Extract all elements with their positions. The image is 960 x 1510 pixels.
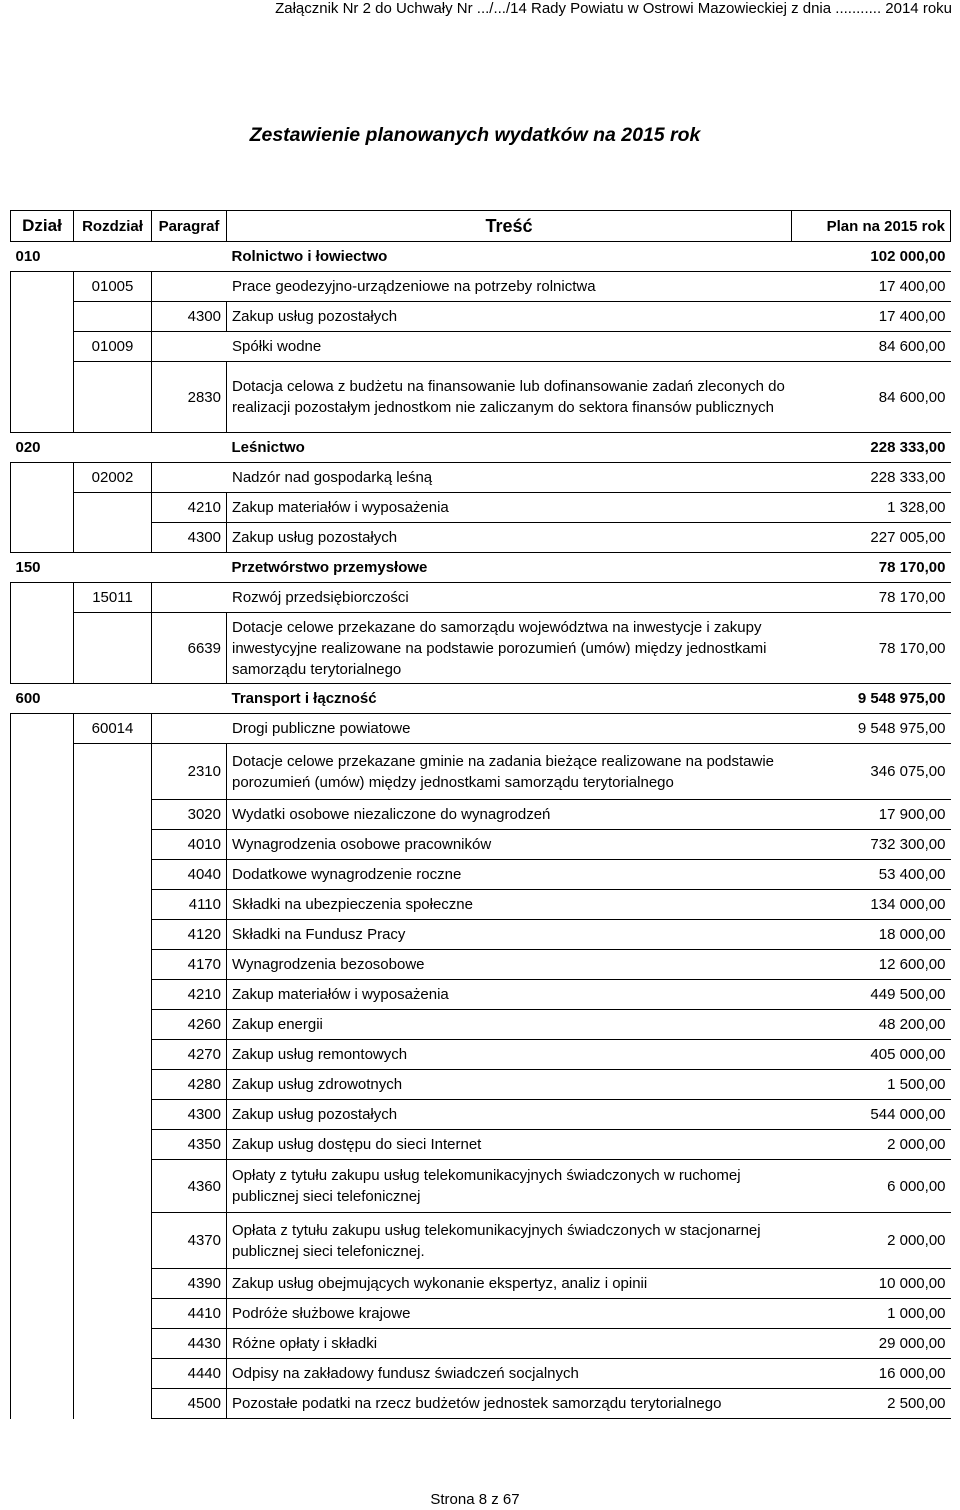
paragraf-value: 84 600,00 bbox=[792, 362, 951, 433]
dzial-code: 600 bbox=[11, 684, 74, 714]
dzial-spacer bbox=[11, 1269, 74, 1299]
rozdzial-value: 17 400,00 bbox=[792, 272, 951, 302]
dzial-spacer bbox=[11, 463, 74, 493]
paragraf-label: Dotacja celowa z budżetu na finansowanie lub dofinansowanie zadań zleconych do realizacji pozostałym jednostkom nie zaliczanym do sektora finansów publicznych bbox=[227, 362, 792, 433]
paragraf-label: Zakup usług dostępu do sieci Internet bbox=[227, 1130, 792, 1160]
paragraf-value: 78 170,00 bbox=[792, 613, 951, 684]
rozdzial-value: 84 600,00 bbox=[792, 332, 951, 362]
paragraf-label: Zakup energii bbox=[227, 1010, 792, 1040]
paragraf-label: Pozostałe podatki na rzecz budżetów jednostek samorządu terytorialnego bbox=[227, 1389, 792, 1419]
rozdzial-spacer bbox=[74, 1269, 152, 1299]
dzial-spacer bbox=[11, 1010, 74, 1040]
rozdzial-spacer bbox=[74, 1213, 152, 1269]
paragraf-label: Odpisy na zakładowy fundusz świadczeń socjalnych bbox=[227, 1359, 792, 1389]
dzial-spacer bbox=[11, 1070, 74, 1100]
paragraf-code: 4280 bbox=[152, 1070, 227, 1100]
paragraf-code: 4210 bbox=[152, 980, 227, 1010]
paragraf-label: Wynagrodzenia osobowe pracowników bbox=[227, 830, 792, 860]
paragraf-value: 10 000,00 bbox=[792, 1269, 951, 1299]
rozdzial-spacer bbox=[74, 613, 152, 684]
table-row-paragraf bbox=[11, 1213, 951, 1269]
paragraf-label: Wydatki osobowe niezaliczone do wynagrodzeń bbox=[227, 800, 792, 830]
rozdzial-spacer bbox=[74, 1160, 152, 1213]
header-dzial: Dział bbox=[11, 211, 74, 242]
rozdzial-spacer bbox=[74, 1299, 152, 1329]
rozdzial-spacer bbox=[74, 1010, 152, 1040]
rozdzial-spacer bbox=[74, 890, 152, 920]
dzial-spacer bbox=[11, 950, 74, 980]
paragraf-code: 4440 bbox=[152, 1359, 227, 1389]
dzial-spacer bbox=[11, 302, 74, 332]
table-row-paragraf bbox=[11, 744, 951, 800]
paragraf-code: 4010 bbox=[152, 830, 227, 860]
rozdzial-spacer bbox=[74, 493, 152, 523]
table-row-paragraf bbox=[11, 1100, 951, 1130]
paragraf-code: 2830 bbox=[152, 362, 227, 433]
paragraf-label: Wynagrodzenia bezosobowe bbox=[227, 950, 792, 980]
table-row-dzial bbox=[11, 433, 951, 463]
paragraf-value: 17 400,00 bbox=[792, 302, 951, 332]
rozdzial-spacer bbox=[74, 1070, 152, 1100]
paragraf-code: 4430 bbox=[152, 1329, 227, 1359]
dzial-label: Transport i łączność bbox=[74, 684, 792, 714]
table-row-dzial bbox=[11, 553, 951, 583]
dzial-code: 010 bbox=[11, 242, 74, 272]
paragraf-value: 134 000,00 bbox=[792, 890, 951, 920]
rozdzial-code: 15011 bbox=[74, 583, 152, 613]
rozdzial-spacer bbox=[74, 1130, 152, 1160]
paragraf-value: 53 400,00 bbox=[792, 860, 951, 890]
rozdzial-label: Prace geodezyjno-urządzeniowe na potrzeby rolnictwa bbox=[152, 272, 792, 302]
table-row-paragraf bbox=[11, 362, 951, 433]
header-rozdzial: Rozdział bbox=[74, 211, 152, 242]
paragraf-code: 4170 bbox=[152, 950, 227, 980]
paragraf-label: Podróże służbowe krajowe bbox=[227, 1299, 792, 1329]
dzial-value: 9 548 975,00 bbox=[792, 684, 951, 714]
rozdzial-label: Nadzór nad gospodarką leśną bbox=[152, 463, 792, 493]
table-row-rozdzial bbox=[11, 583, 951, 613]
dzial-spacer bbox=[11, 583, 74, 613]
rozdzial-spacer bbox=[74, 1040, 152, 1070]
paragraf-code: 4500 bbox=[152, 1389, 227, 1419]
paragraf-code: 4410 bbox=[152, 1299, 227, 1329]
paragraf-label: Zakup materiałów i wyposażenia bbox=[227, 980, 792, 1010]
paragraf-label: Opłata z tytułu zakupu usług telekomunikacyjnych świadczonych w stacjonarnej publicznej sieci telefonicznej. bbox=[227, 1213, 792, 1269]
table-header-row bbox=[11, 211, 951, 242]
table-row-rozdzial bbox=[11, 332, 951, 362]
rozdzial-value: 228 333,00 bbox=[792, 463, 951, 493]
dzial-spacer bbox=[11, 714, 74, 744]
dzial-spacer bbox=[11, 1160, 74, 1213]
dzial-spacer bbox=[11, 1389, 74, 1419]
dzial-spacer bbox=[11, 744, 74, 800]
paragraf-code: 4390 bbox=[152, 1269, 227, 1299]
dzial-spacer bbox=[11, 830, 74, 860]
dzial-value: 102 000,00 bbox=[792, 242, 951, 272]
header-plan: Plan na 2015 rok bbox=[792, 211, 951, 242]
paragraf-value: 227 005,00 bbox=[792, 523, 951, 553]
dzial-spacer bbox=[11, 1100, 74, 1130]
rozdzial-code: 60014 bbox=[74, 714, 152, 744]
dzial-spacer bbox=[11, 800, 74, 830]
page-title: Zestawienie planowanych wydatków na 2015 rok bbox=[249, 124, 701, 146]
dzial-spacer bbox=[11, 1130, 74, 1160]
paragraf-code: 4120 bbox=[152, 920, 227, 950]
rozdzial-code: 01009 bbox=[74, 332, 152, 362]
dzial-spacer bbox=[11, 860, 74, 890]
rozdzial-code: 02002 bbox=[74, 463, 152, 493]
paragraf-value: 6 000,00 bbox=[792, 1160, 951, 1213]
table-row-paragraf bbox=[11, 950, 951, 980]
dzial-label: Leśnictwo bbox=[74, 433, 792, 463]
paragraf-code: 4040 bbox=[152, 860, 227, 890]
paragraf-code: 4270 bbox=[152, 1040, 227, 1070]
paragraf-code: 4210 bbox=[152, 493, 227, 523]
rozdzial-spacer bbox=[74, 1359, 152, 1389]
rozdzial-spacer bbox=[74, 1100, 152, 1130]
table-row-paragraf bbox=[11, 493, 951, 523]
rozdzial-spacer bbox=[74, 523, 152, 553]
paragraf-value: 48 200,00 bbox=[792, 1010, 951, 1040]
dzial-spacer bbox=[11, 980, 74, 1010]
rozdzial-spacer bbox=[74, 950, 152, 980]
paragraf-label: Zakup materiałów i wyposażenia bbox=[227, 493, 792, 523]
table-row-paragraf bbox=[11, 980, 951, 1010]
dzial-spacer bbox=[11, 1299, 74, 1329]
paragraf-label: Zakup usług pozostałych bbox=[227, 523, 792, 553]
page-number: Strona 8 z 67 bbox=[430, 1491, 520, 1508]
dzial-label: Przetwórstwo przemysłowe bbox=[74, 553, 792, 583]
dzial-spacer bbox=[11, 890, 74, 920]
paragraf-label: Zakup usług zdrowotnych bbox=[227, 1070, 792, 1100]
paragraf-value: 544 000,00 bbox=[792, 1100, 951, 1130]
paragraf-value: 12 600,00 bbox=[792, 950, 951, 980]
dzial-label: Rolnictwo i łowiectwo bbox=[74, 242, 792, 272]
paragraf-value: 405 000,00 bbox=[792, 1040, 951, 1070]
table-row-dzial bbox=[11, 684, 951, 714]
dzial-spacer bbox=[11, 523, 74, 553]
dzial-spacer bbox=[11, 1213, 74, 1269]
rozdzial-spacer bbox=[74, 980, 152, 1010]
paragraf-code: 4370 bbox=[152, 1213, 227, 1269]
rozdzial-spacer bbox=[74, 362, 152, 433]
paragraf-code: 4300 bbox=[152, 523, 227, 553]
table-row-rozdzial bbox=[11, 714, 951, 744]
paragraf-value: 2 500,00 bbox=[792, 1389, 951, 1419]
paragraf-code: 4300 bbox=[152, 302, 227, 332]
table-row-paragraf bbox=[11, 890, 951, 920]
dzial-value: 78 170,00 bbox=[792, 553, 951, 583]
paragraf-label: Zakup usług obejmujących wykonanie ekspertyz, analiz i opinii bbox=[227, 1269, 792, 1299]
dzial-spacer bbox=[11, 362, 74, 433]
header-paragraf: Paragraf bbox=[152, 211, 227, 242]
table-row-paragraf bbox=[11, 1389, 951, 1419]
rozdzial-value: 9 548 975,00 bbox=[792, 714, 951, 744]
rozdzial-spacer bbox=[74, 1329, 152, 1359]
dzial-spacer bbox=[11, 332, 74, 362]
paragraf-label: Składki na ubezpieczenia społeczne bbox=[227, 890, 792, 920]
rozdzial-spacer bbox=[74, 744, 152, 800]
paragraf-label: Zakup usług pozostałych bbox=[227, 1100, 792, 1130]
paragraf-value: 346 075,00 bbox=[792, 744, 951, 800]
paragraf-code: 2310 bbox=[152, 744, 227, 800]
dzial-value: 228 333,00 bbox=[792, 433, 951, 463]
dzial-spacer bbox=[11, 1040, 74, 1070]
table-row-paragraf bbox=[11, 800, 951, 830]
paragraf-value: 449 500,00 bbox=[792, 980, 951, 1010]
paragraf-code: 6639 bbox=[152, 613, 227, 684]
dzial-code: 150 bbox=[11, 553, 74, 583]
paragraf-value: 1 328,00 bbox=[792, 493, 951, 523]
table-row-paragraf bbox=[11, 1359, 951, 1389]
rozdzial-spacer bbox=[74, 302, 152, 332]
rozdzial-spacer bbox=[74, 920, 152, 950]
paragraf-value: 2 000,00 bbox=[792, 1130, 951, 1160]
paragraf-code: 4110 bbox=[152, 890, 227, 920]
header-tresc: Treść bbox=[227, 211, 792, 242]
table-row-paragraf bbox=[11, 1040, 951, 1070]
paragraf-value: 18 000,00 bbox=[792, 920, 951, 950]
paragraf-label: Zakup usług pozostałych bbox=[227, 302, 792, 332]
dzial-spacer bbox=[11, 1359, 74, 1389]
table-row-paragraf bbox=[11, 1329, 951, 1359]
paragraf-label: Różne opłaty i składki bbox=[227, 1329, 792, 1359]
paragraf-label: Dodatkowe wynagrodzenie roczne bbox=[227, 860, 792, 890]
rozdzial-label: Rozwój przedsiębiorczości bbox=[152, 583, 792, 613]
rozdzial-code: 01005 bbox=[74, 272, 152, 302]
paragraf-value: 16 000,00 bbox=[792, 1359, 951, 1389]
rozdzial-label: Spółki wodne bbox=[152, 332, 792, 362]
table-row-paragraf bbox=[11, 1269, 951, 1299]
paragraf-code: 4260 bbox=[152, 1010, 227, 1040]
dzial-spacer bbox=[11, 493, 74, 523]
table-row-dzial bbox=[11, 242, 951, 272]
table-row-rozdzial bbox=[11, 463, 951, 493]
table-row-paragraf bbox=[11, 1070, 951, 1100]
table-row-rozdzial bbox=[11, 272, 951, 302]
dzial-code: 020 bbox=[11, 433, 74, 463]
rozdzial-value: 78 170,00 bbox=[792, 583, 951, 613]
table-row-paragraf bbox=[11, 1160, 951, 1213]
table-row-paragraf bbox=[11, 302, 951, 332]
attachment-note: Załącznik Nr 2 do Uchwały Nr .../.../14 Rady Powiatu w Ostrowi Mazowieckiej z dnia ........... 2014 roku bbox=[275, 0, 952, 17]
dzial-spacer bbox=[11, 920, 74, 950]
paragraf-value: 29 000,00 bbox=[792, 1329, 951, 1359]
table-body bbox=[11, 242, 951, 1419]
rozdzial-spacer bbox=[74, 1389, 152, 1419]
table-row-paragraf bbox=[11, 920, 951, 950]
dzial-spacer bbox=[11, 272, 74, 302]
table-row-paragraf bbox=[11, 1010, 951, 1040]
expenditure-table bbox=[10, 210, 951, 1419]
paragraf-code: 4300 bbox=[152, 1100, 227, 1130]
table-row-paragraf bbox=[11, 613, 951, 684]
rozdzial-spacer bbox=[74, 860, 152, 890]
paragraf-label: Dotacje celowe przekazane gminie na zadania bieżące realizowane na podstawie porozumień (umów) między jednostkami samorządu terytorialnego bbox=[227, 744, 792, 800]
paragraf-label: Opłaty z tytułu zakupu usług telekomunikacyjnych świadczonych w ruchomej publicznej sieci telefonicznej bbox=[227, 1160, 792, 1213]
paragraf-value: 1 000,00 bbox=[792, 1299, 951, 1329]
dzial-spacer bbox=[11, 1329, 74, 1359]
table-row-paragraf bbox=[11, 1130, 951, 1160]
table-row-paragraf bbox=[11, 860, 951, 890]
table-row-paragraf bbox=[11, 830, 951, 860]
paragraf-value: 1 500,00 bbox=[792, 1070, 951, 1100]
table-row-paragraf bbox=[11, 523, 951, 553]
table-row-paragraf bbox=[11, 1299, 951, 1329]
rozdzial-label: Drogi publiczne powiatowe bbox=[152, 714, 792, 744]
paragraf-code: 4350 bbox=[152, 1130, 227, 1160]
dzial-spacer bbox=[11, 613, 74, 684]
paragraf-value: 2 000,00 bbox=[792, 1213, 951, 1269]
rozdzial-spacer bbox=[74, 800, 152, 830]
paragraf-label: Dotacje celowe przekazane do samorządu województwa na inwestycje i zakupy inwestycyjne realizowane na podstawie porozumień (umów) między jednostkami samorządu terytorialnego bbox=[227, 613, 792, 684]
paragraf-value: 17 900,00 bbox=[792, 800, 951, 830]
paragraf-label: Składki na Fundusz Pracy bbox=[227, 920, 792, 950]
paragraf-code: 3020 bbox=[152, 800, 227, 830]
paragraf-label: Zakup usług remontowych bbox=[227, 1040, 792, 1070]
paragraf-value: 732 300,00 bbox=[792, 830, 951, 860]
rozdzial-spacer bbox=[74, 830, 152, 860]
paragraf-code: 4360 bbox=[152, 1160, 227, 1213]
